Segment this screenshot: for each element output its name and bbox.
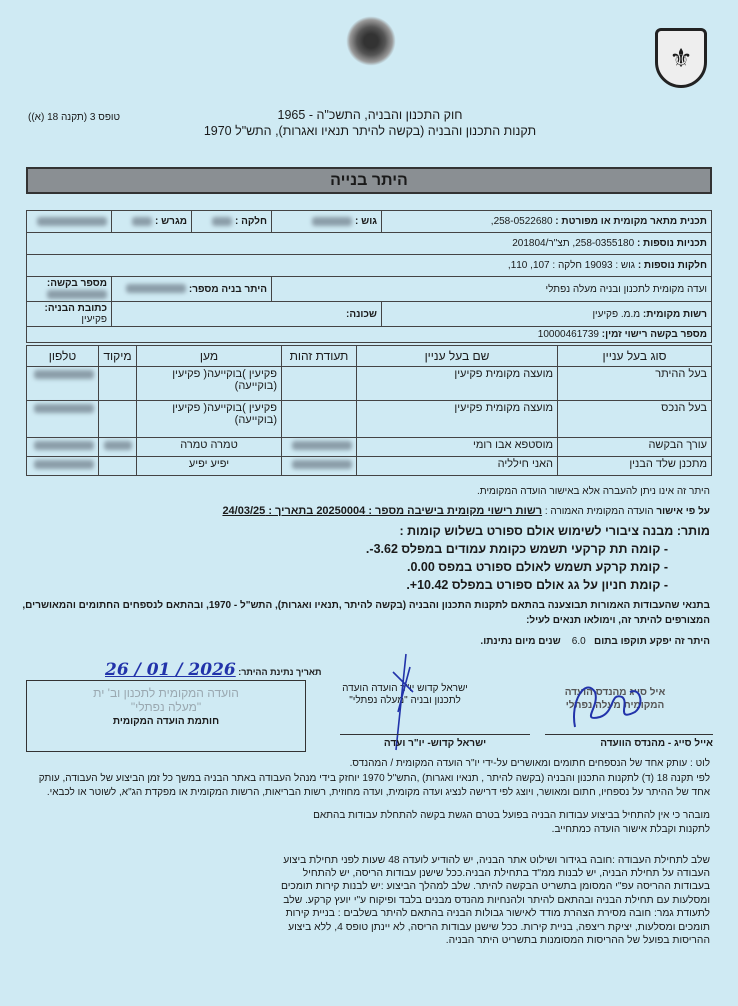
table-row: עורך הבקשה מוסטפא אבו רומי טמרה טמרה bbox=[27, 438, 712, 457]
notes-section bbox=[22, 757, 710, 947]
table-row: בעל הנכס מועצה מקומית פקיעין פקיעין )בוקייעה( פקיעין (בוקייעה) bbox=[27, 401, 712, 438]
validity-line: היתר זה יפקע תוקפו בתום 6.0 שנים מיום נתינתו. bbox=[480, 636, 710, 647]
committee-name: ועדה מקומית לתכנון ובניה מעלה נפתלי bbox=[272, 277, 712, 302]
body-section bbox=[20, 484, 710, 649]
page-title: היתר בנייה bbox=[26, 167, 712, 194]
stakeholders-table: סוג בעל עניין שם בעל עניין תעודת זהות מען מיקוד טלפון בעל ההיתר מועצה מקומית פקיעין פקיעין )בוקייעה( פקיעין (בוקייעה) בעל הנכס מועצה מקומית פקיעין פקיעין )בוקייעה( פקיעין (בוקייעה) עורך הבקשה מוסטפא אבו רומי טמרה טמרה מתכנן שלד הבנין האני חילליה יפיע יפיע bbox=[26, 345, 712, 476]
permitted-item: - קומת חניון על גג אולם ספורט במפלס 10.42+. bbox=[406, 578, 668, 592]
table-row: מתכנן שלד הבנין האני חילליה יפיע יפיע bbox=[27, 457, 712, 476]
council-shield-logo-icon: ⚜ bbox=[655, 28, 707, 88]
engineer-signature bbox=[560, 672, 650, 732]
law-line: חוק התכנון והבניה, התשכ"ה - 1965 bbox=[277, 108, 463, 122]
clarification-note: מובהר כי אין להתחיל בביצוע עבודות הבניה בפועל בטרם הגשת בקשה להתחלת עבודות בהתאם לתקנות וקבלת אישור הועדה כמתחייב. bbox=[313, 809, 710, 835]
municipal-emblem-icon bbox=[346, 16, 396, 66]
permitted-item: - קומת קרקע תשמש לאולם ספורט במפס 0.00. bbox=[406, 560, 668, 574]
engineer-label: אייל סייג - מהנדס הוועדה bbox=[545, 734, 713, 749]
table-row: בעל ההיתר מועצה מקומית פקיעין פקיעין )בוקייעה( פקיעין (בוקייעה) bbox=[27, 367, 712, 401]
engineer-stamp: איל סייג מהנדס הועדה המקומית מעלה נפתלי bbox=[564, 687, 666, 711]
chair-label: ישראל קדוש- יו"ר ועדה bbox=[340, 734, 530, 749]
stages-note: שלב לתחילת העבודה :חובה בגידור ושילוט אתר הבניה, יש להודיע לועדה 48 שעות לפני תחילת ביצוע העבודה על תחילת הבניה, יש לבנות ממ"ד בתחילת הבניה.ככל שישנן עבודות הריסה, יש להתחיל בעבודות ההריסה עפ"י המסומן בתשריט הבקשה להיתר. שלב למהלך הביצוע :יש לבנות קירות תומכים ומסלעות עם תחילת הבניה ובהתאם להיתר ולהנחיות מהנדס מבנים בלבד ופיקוח ע"י יועץ קרקע. שלב לתעודת גמר: חובה מסירת הצהרת מודד לאישור גבולות הבניה בהתאם להיתר בשלבים : בניית קירות תומכים ומסלעות, יציקת ריצפה, בניית קירות. ככל שישנן עבודות הריסה, לא יינתן טופס 4, ללא ביצוע ההריסות בפועל של ההריסות המסומנות בתשריט היתר הבניה. bbox=[280, 854, 710, 946]
permitted-main: מותר: מבנה ציבורי לשימוש אולם ספורט בשלוש קומות : bbox=[399, 524, 710, 538]
form-number: טופס 3 (תקנה 18 (א)) bbox=[28, 112, 121, 123]
non-transferable-note: היתר זה אינו ניתן להעברה אלא באישור הועדה המקומית. bbox=[476, 486, 710, 497]
conditions-text: בתנאי שהעבודות האמורות תבוצענה בהתאם לתקנות התכנון והבניה (בקשה להיתר ,תנאיו ואגרות), התש"ל - 1970, ובהתאם לנספחים החתומים והמאושרים, המצורפים להיתר זה, וימולאו תנאים לעיל: bbox=[22, 600, 710, 626]
approval-line: על פי אישור הועדה המקומית האמורה : רשות רישוי מקומית בישיבה מספר : 20250004 בתאריך : 24/03/25 bbox=[222, 505, 710, 517]
regulations-line: תקנות התכנון והבניה (בקשה להיתר תנאיו ואגרות), התש"ל 1970 bbox=[203, 124, 537, 138]
committee-stamp-box: הועדה המקומית לתכנון וב' ית "מעלה נפתלי" חותמת הועדה המקומית bbox=[26, 680, 306, 752]
attached-note: לוט : עותק אחד של הנספחים חתומים ומאושרים על-ידי יו"ר הועדה המקומית / המהנדס. bbox=[349, 758, 710, 769]
permitted-item: - קומה תת קרקעי תשמש כקומת עמודים במפלס 3.62-. bbox=[365, 542, 668, 556]
chair-stamp: ישראל קדוש יו"ר הועדה הועדה לתכנון ובניה "מעלה נפתלי" bbox=[342, 683, 468, 706]
regulation-note: לפי תקנה 18 (ד) לתקנות התכנון והבניה (בקשה להיתר , תנאיו ואגרות) ,התש"ל 1970 יוחזק בידי מנהל העבודה באתר הבניה במשך כל זמן הביצוע של העבודה, עותק אחד של ההיתר על נספחיו, חתום ומאושר, ויוצג לפי דרישה לנציג ועדה מקומית, ועדה מחוזית, רשות הבריאות, הרשות המקומית או מפקדת הג"א, לשוטר או לכבאי. bbox=[38, 772, 710, 798]
permit-info-table: תכנית מתאר מקומית או מפורטת : 258-0522680, גוש : חלקה : מגרש : תכניות נוספות : 258-0355180, תצ"ר/201804 חלקות נוספות : גוש : 19093 חלקה : 107, 110, ועדה מקומית לתכנון ובניה מעלה נפתלי היתר בניה מספר: מספר בקשה: רשות מקומית: מ.מ. פקיעין שכונה: כתובת הבניה: פקיעין מספר בקשה רישוי זמין: 10000461739 bbox=[26, 210, 712, 343]
issue-date-line: תאריך נתינת ההיתר: 26 / 01 / 2026 bbox=[105, 660, 322, 680]
